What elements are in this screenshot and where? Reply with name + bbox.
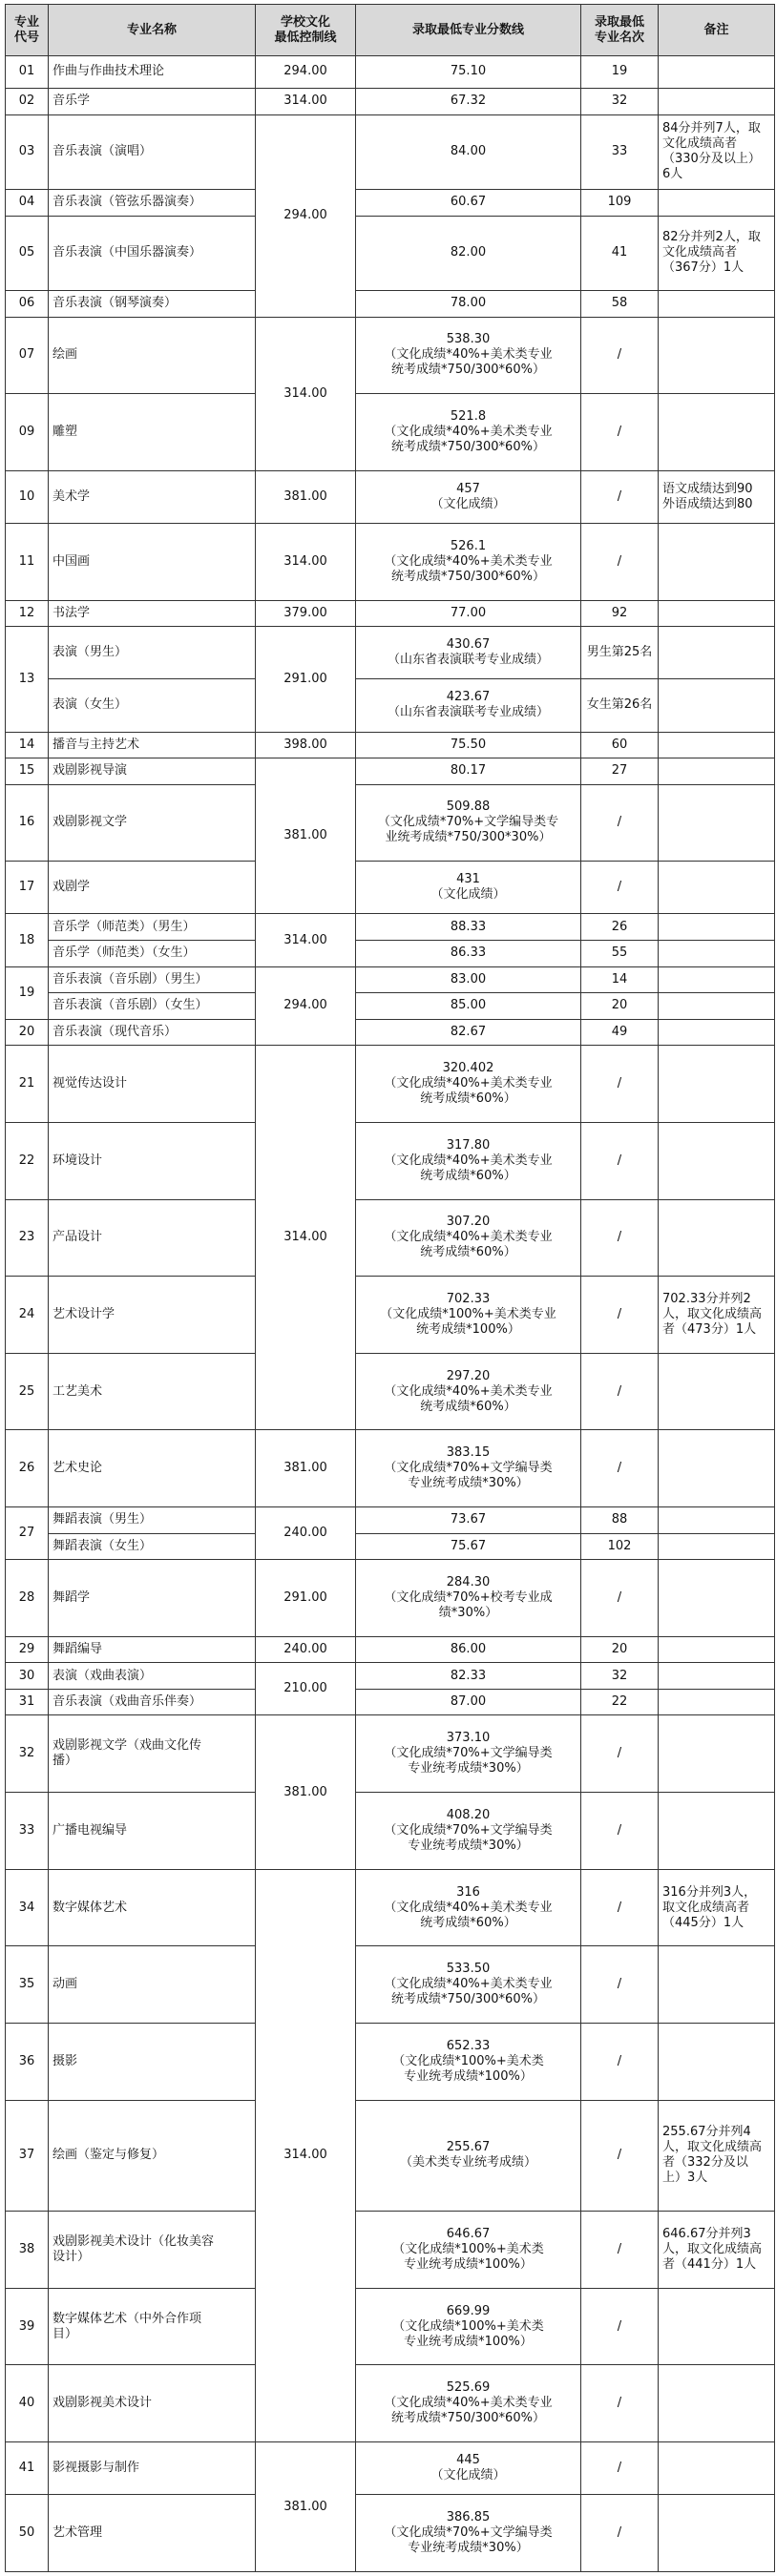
cell-control-line: 240.00 [256,1506,356,1559]
cell-control-line: 381.00 [256,470,356,523]
cell-control-line: 314.00 [256,88,356,114]
table-row [6,2442,775,2495]
cell-min-rank: / [581,1046,659,1123]
cell-major-name: 视觉传达设计 [49,1046,256,1123]
cell-note [659,784,775,862]
cell-code: 14 [6,732,49,758]
cell-min-rank: / [581,1430,659,1507]
cell-min-score: 525.69 （文化成绩*40%+美术类专业 统考成绩*750/300*60%） [356,2365,581,2442]
cell-major-name: 戏剧影视美术设计 [49,2365,256,2442]
table-row [6,2365,775,2442]
cell-code: 27 [6,1506,49,1559]
cell-control-line: 291.00 [256,1560,356,1637]
table-row [6,1277,775,1354]
cell-min-rank: / [581,1122,659,1199]
cell-code: 03 [6,114,49,189]
cell-note [659,1793,775,1870]
cell-note [659,2288,775,2365]
cell-min-score: 317.80 （文化成绩*40%+美术类专业 统考成绩*60%） [356,1122,581,1199]
cell-note [659,524,775,601]
cell-major-name: 广播电视编导 [49,1793,256,1870]
cell-min-score: 408.20 （文化成绩*70%+文学编导类 专业统考成绩*30%） [356,1793,581,1870]
cell-note [659,2495,775,2572]
cell-min-score: 526.1 （文化成绩*40%+美术类专业 统考成绩*750/300*60%） [356,524,581,601]
table-row [6,216,775,290]
table-row [6,524,775,601]
table-row [6,1199,775,1277]
cell-note [659,966,775,993]
cell-control-line: 381.00 [256,1430,356,1507]
table-row [6,88,775,114]
cell-min-rank: / [581,1199,659,1277]
cell-code: 26 [6,1430,49,1507]
cell-code: 22 [6,1122,49,1199]
cell-min-rank: / [581,2495,659,2572]
cell-code: 31 [6,1689,49,1715]
header-note: 备注 [659,5,775,56]
cell-note: 语文成绩达到90 外语成绩达到80 [659,470,775,523]
cell-major-name: 音乐表演（音乐剧）（女生） [49,993,256,1020]
table-row [6,2023,775,2100]
cell-min-rank: / [581,2288,659,2365]
cell-major-name: 表演（女生） [49,679,256,732]
cell-min-rank: / [581,1946,659,2024]
cell-major-name: 舞蹈表演（男生） [49,1506,256,1533]
cell-min-score: 430.67 （山东省表演联考专业成绩） [356,627,581,679]
cell-min-score: 82.67 [356,1019,581,1046]
cell-code: 17 [6,862,49,914]
cell-min-score: 78.00 [356,291,581,318]
table-row [6,1636,775,1663]
cell-note: 255.67分并列4 人，取文化成绩高 者（332分及以 上）3人 [659,2100,775,2212]
cell-note [659,1046,775,1123]
cell-code: 40 [6,2365,49,2442]
cell-major-name: 音乐表演（演唱） [49,114,256,189]
cell-control-line: 314.00 [256,1869,356,2441]
table-row [6,1663,775,1690]
cell-min-score: 73.67 [356,1506,581,1533]
table-row [6,1019,775,1046]
cell-control-line: 381.00 [256,1715,356,1869]
table-row [6,758,775,785]
cell-control-line: 398.00 [256,732,356,758]
table-row [6,1046,775,1123]
cell-min-rank: / [581,1793,659,1870]
cell-major-name: 表演（男生） [49,627,256,679]
cell-min-score: 87.00 [356,1689,581,1715]
table-row [6,2495,775,2572]
table-row [6,1533,775,1560]
cell-major-name: 舞蹈学 [49,1560,256,1637]
cell-min-score: 77.00 [356,600,581,627]
cell-note: 82分并列2人，取 文化成绩高者 （367分）1人 [659,216,775,290]
cell-note [659,758,775,785]
cell-min-score: 316 （文化成绩*40%+美术类专业 统考成绩*60%） [356,1869,581,1946]
cell-min-score: 88.33 [356,914,581,941]
cell-code: 13 [6,627,49,732]
cell-code: 35 [6,1946,49,2024]
cell-min-rank: 109 [581,190,659,217]
cell-min-score: 320.402 （文化成绩*40%+美术类专业 统考成绩*60%） [356,1046,581,1123]
table-row [6,470,775,523]
cell-min-score: 457 （文化成绩） [356,470,581,523]
cell-min-rank: 41 [581,216,659,290]
cell-min-score: 84.00 [356,114,581,189]
cell-major-name: 摄影 [49,2023,256,2100]
cell-note [659,1122,775,1199]
cell-min-score: 386.85 （文化成绩*70%+文学编导类 专业统考成绩*30%） [356,2495,581,2572]
cell-min-rank: / [581,1869,659,1946]
table-row [6,993,775,1020]
cell-major-name: 音乐学（师范类）（女生） [49,941,256,967]
cell-code: 39 [6,2288,49,2365]
table-row [6,2212,775,2289]
cell-code: 30 [6,1663,49,1690]
cell-min-score: 646.67 （文化成绩*100%+美术类 专业统考成绩*100%） [356,2212,581,2289]
cell-min-rank: / [581,1277,659,1354]
cell-min-score: 75.50 [356,732,581,758]
cell-major-name: 表演（戏曲表演） [49,1663,256,1690]
cell-code: 33 [6,1793,49,1870]
cell-code: 12 [6,600,49,627]
cell-note [659,1946,775,2024]
cell-major-name: 艺术设计学 [49,1277,256,1354]
cell-control-line: 381.00 [256,2442,356,2572]
cell-major-name: 播音与主持艺术 [49,732,256,758]
cell-major-name: 绘画（鉴定与修复） [49,2100,256,2212]
cell-min-rank: 男生第25名 [581,627,659,679]
cell-major-name: 戏剧影视文学（戏曲文化传 播） [49,1715,256,1793]
cell-min-score: 652.33 （文化成绩*100%+美术类 专业统考成绩*100%） [356,2023,581,2100]
cell-min-score: 431 （文化成绩） [356,862,581,914]
cell-code: 32 [6,1715,49,1793]
table-row [6,732,775,758]
cell-code: 50 [6,2495,49,2572]
cell-min-rank: / [581,784,659,862]
cell-min-rank: / [581,1353,659,1430]
table-row [6,1353,775,1430]
cell-major-name: 音乐表演（钢琴演奏） [49,291,256,318]
table-row [6,1793,775,1870]
cell-note [659,1533,775,1560]
cell-major-name: 作曲与作曲技术理论 [49,56,256,89]
cell-min-rank: / [581,470,659,523]
table-row [6,317,775,394]
cell-min-rank: 92 [581,600,659,627]
cell-min-score: 521.8 （文化成绩*40%+美术类专业 统考成绩*750/300*60%） [356,394,581,471]
table-row [6,56,775,89]
cell-min-rank: / [581,317,659,394]
cell-note: 84分并列7人，取 文化成绩高者 （330分及以上） 6人 [659,114,775,189]
cell-code: 09 [6,394,49,471]
header-name: 专业名称 [49,5,256,56]
cell-min-rank: / [581,1715,659,1793]
table-row [6,291,775,318]
cell-note [659,679,775,732]
cell-min-score: 82.33 [356,1663,581,1690]
cell-min-score: 83.00 [356,966,581,993]
table-row [6,394,775,471]
cell-min-rank: / [581,2365,659,2442]
table-row [6,1560,775,1637]
cell-note [659,862,775,914]
cell-control-line: 294.00 [256,56,356,89]
cell-note [659,2442,775,2495]
table-row [6,114,775,189]
cell-major-name: 雕塑 [49,394,256,471]
table-row [6,1715,775,1793]
cell-min-rank: 女生第26名 [581,679,659,732]
cell-note [659,1019,775,1046]
cell-code: 10 [6,470,49,523]
cell-note [659,993,775,1020]
cell-major-name: 音乐表演（现代音乐） [49,1019,256,1046]
cell-code: 20 [6,1019,49,1046]
cell-control-line: 240.00 [256,1636,356,1663]
cell-min-rank: / [581,2212,659,2289]
cell-min-score: 255.67 （美术类专业统考成绩） [356,2100,581,2212]
cell-code: 16 [6,784,49,862]
cell-note [659,1715,775,1793]
cell-control-line: 314.00 [256,1046,356,1430]
cell-major-name: 数字媒体艺术 [49,1869,256,1946]
cell-min-score: 80.17 [356,758,581,785]
cell-code: 15 [6,758,49,785]
header-code: 专业 代号 [6,5,49,56]
cell-note [659,56,775,89]
cell-control-line: 210.00 [256,1663,356,1715]
cell-note [659,1199,775,1277]
cell-note: 316分并列3人， 取文化成绩高者 （445分）1人 [659,1869,775,1946]
cell-note [659,1506,775,1533]
table-row [6,679,775,732]
cell-note [659,1560,775,1637]
cell-code: 01 [6,56,49,89]
cell-major-name: 环境设计 [49,1122,256,1199]
cell-note [659,291,775,318]
cell-note [659,190,775,217]
cell-min-rank: / [581,2100,659,2212]
cell-note [659,1430,775,1507]
cell-code: 28 [6,1560,49,1637]
cell-major-name: 戏剧影视美术设计（化妆美容 设计） [49,2212,256,2289]
cell-min-rank: 20 [581,1636,659,1663]
header-control: 学校文化 最低控制线 [256,5,356,56]
table-row [6,862,775,914]
cell-major-name: 音乐表演（音乐剧）（男生） [49,966,256,993]
cell-control-line: 314.00 [256,317,356,470]
cell-major-name: 艺术史论 [49,1430,256,1507]
table-row [6,941,775,967]
cell-code: 07 [6,317,49,394]
table-row [6,1689,775,1715]
cell-major-name: 书法学 [49,600,256,627]
cell-code: 11 [6,524,49,601]
cell-min-rank: 32 [581,88,659,114]
table-row [6,190,775,217]
cell-min-rank: 14 [581,966,659,993]
cell-major-name: 艺术管理 [49,2495,256,2572]
cell-note [659,88,775,114]
cell-min-rank: 19 [581,56,659,89]
cell-min-score: 533.50 （文化成绩*40%+美术类专业 统考成绩*750/300*60%） [356,1946,581,2024]
table-row [6,2100,775,2212]
cell-min-score: 75.10 [356,56,581,89]
cell-major-name: 美术学 [49,470,256,523]
table-row [6,1869,775,1946]
cell-note [659,600,775,627]
cell-major-name: 绘画 [49,317,256,394]
header-rank: 录取最低 专业名次 [581,5,659,56]
cell-min-rank: / [581,524,659,601]
cell-min-score: 669.99 （文化成绩*100%+美术类 专业统考成绩*100%） [356,2288,581,2365]
cell-control-line: 381.00 [256,758,356,914]
cell-major-name: 戏剧影视导演 [49,758,256,785]
cell-control-line: 294.00 [256,966,356,1046]
cell-min-rank: / [581,2023,659,2100]
table-row [6,600,775,627]
cell-min-score: 284.30 （文化成绩*70%+校考专业成 绩*30%） [356,1560,581,1637]
cell-min-rank: 32 [581,1663,659,1690]
cell-code: 38 [6,2212,49,2289]
cell-major-name: 工艺美术 [49,1353,256,1430]
cell-min-rank: / [581,862,659,914]
cell-min-score: 383.15 （文化成绩*70%+文学编导类 专业统考成绩*30%） [356,1430,581,1507]
table-row [6,1946,775,2024]
cell-min-rank: 60 [581,732,659,758]
cell-min-score: 373.10 （文化成绩*70%+文学编导类 专业统考成绩*30%） [356,1715,581,1793]
cell-note [659,2023,775,2100]
cell-major-name: 影视摄影与制作 [49,2442,256,2495]
cell-note [659,627,775,679]
cell-note [659,2365,775,2442]
cell-min-rank: 20 [581,993,659,1020]
cell-min-rank: / [581,2442,659,2495]
table-row [6,1430,775,1507]
cell-note [659,941,775,967]
cell-min-score: 538.30 （文化成绩*40%+美术类专业 统考成绩*750/300*60%） [356,317,581,394]
cell-min-score: 60.67 [356,190,581,217]
cell-major-name: 音乐学 [49,88,256,114]
cell-code: 34 [6,1869,49,1946]
cell-note [659,1689,775,1715]
cell-major-name: 戏剧学 [49,862,256,914]
header-score: 录取最低专业分数线 [356,5,581,56]
cell-code: 29 [6,1636,49,1663]
cell-control-line: 379.00 [256,600,356,627]
cell-min-score: 75.67 [356,1533,581,1560]
header-row [6,5,775,56]
cell-min-score: 67.32 [356,88,581,114]
cell-code: 25 [6,1353,49,1430]
table-row [6,2288,775,2365]
cell-control-line: 294.00 [256,114,356,317]
cell-note [659,732,775,758]
admission-table [5,4,775,2572]
cell-major-name: 音乐学（师范类）（男生） [49,914,256,941]
cell-min-score: 86.00 [356,1636,581,1663]
cell-code: 41 [6,2442,49,2495]
cell-min-score: 307.20 （文化成绩*40%+美术类专业 统考成绩*60%） [356,1199,581,1277]
table-row [6,1122,775,1199]
cell-min-score: 297.20 （文化成绩*40%+美术类专业 统考成绩*60%） [356,1353,581,1430]
cell-note [659,1636,775,1663]
cell-min-rank: 88 [581,1506,659,1533]
cell-min-rank: / [581,394,659,471]
cell-min-rank: 49 [581,1019,659,1046]
cell-code: 18 [6,914,49,966]
table-row [6,627,775,679]
cell-major-name: 音乐表演（戏曲音乐伴奏） [49,1689,256,1715]
cell-code: 19 [6,966,49,1019]
cell-major-name: 产品设计 [49,1199,256,1277]
cell-min-score: 85.00 [356,993,581,1020]
cell-code: 21 [6,1046,49,1123]
cell-min-rank: 26 [581,914,659,941]
cell-min-rank: 58 [581,291,659,318]
cell-min-rank: 55 [581,941,659,967]
cell-control-line: 291.00 [256,627,356,732]
cell-min-rank: / [581,1560,659,1637]
cell-code: 04 [6,190,49,217]
cell-note [659,1663,775,1690]
cell-min-score: 509.88 （文化成绩*70%+文学编导类专 业统考成绩*750/300*30%） [356,784,581,862]
cell-major-name: 舞蹈表演（女生） [49,1533,256,1560]
cell-code: 05 [6,216,49,290]
cell-min-score: 82.00 [356,216,581,290]
cell-major-name: 戏剧影视文学 [49,784,256,862]
cell-note: 646.67分并列3 人，取文化成绩高 者（441分）1人 [659,2212,775,2289]
cell-min-score: 86.33 [356,941,581,967]
cell-note [659,394,775,471]
table-row [6,1506,775,1533]
cell-min-rank: 102 [581,1533,659,1560]
cell-major-name: 数字媒体艺术（中外合作项 目） [49,2288,256,2365]
cell-code: 23 [6,1199,49,1277]
cell-major-name: 动画 [49,1946,256,2024]
cell-note [659,1353,775,1430]
cell-min-rank: 27 [581,758,659,785]
cell-note [659,914,775,941]
cell-major-name: 舞蹈编导 [49,1636,256,1663]
cell-min-score: 702.33 （文化成绩*100%+美术类专业 统考成绩*100%） [356,1277,581,1354]
cell-code: 37 [6,2100,49,2212]
cell-min-score: 423.67 （山东省表演联考专业成绩） [356,679,581,732]
cell-major-name: 音乐表演（中国乐器演奏） [49,216,256,290]
cell-code: 06 [6,291,49,318]
cell-code: 02 [6,88,49,114]
cell-code: 36 [6,2023,49,2100]
cell-note [659,317,775,394]
cell-control-line: 314.00 [256,914,356,966]
cell-min-score: 445 （文化成绩） [356,2442,581,2495]
cell-major-name: 音乐表演（管弦乐器演奏） [49,190,256,217]
table-row [6,914,775,941]
table-row [6,966,775,993]
cell-min-rank: 33 [581,114,659,189]
cell-min-rank: 22 [581,1689,659,1715]
cell-control-line: 314.00 [256,524,356,601]
table-row [6,784,775,862]
cell-major-name: 中国画 [49,524,256,601]
cell-note: 702.33分并列2 人，取文化成绩高 者（473分）1人 [659,1277,775,1354]
cell-code: 24 [6,1277,49,1354]
